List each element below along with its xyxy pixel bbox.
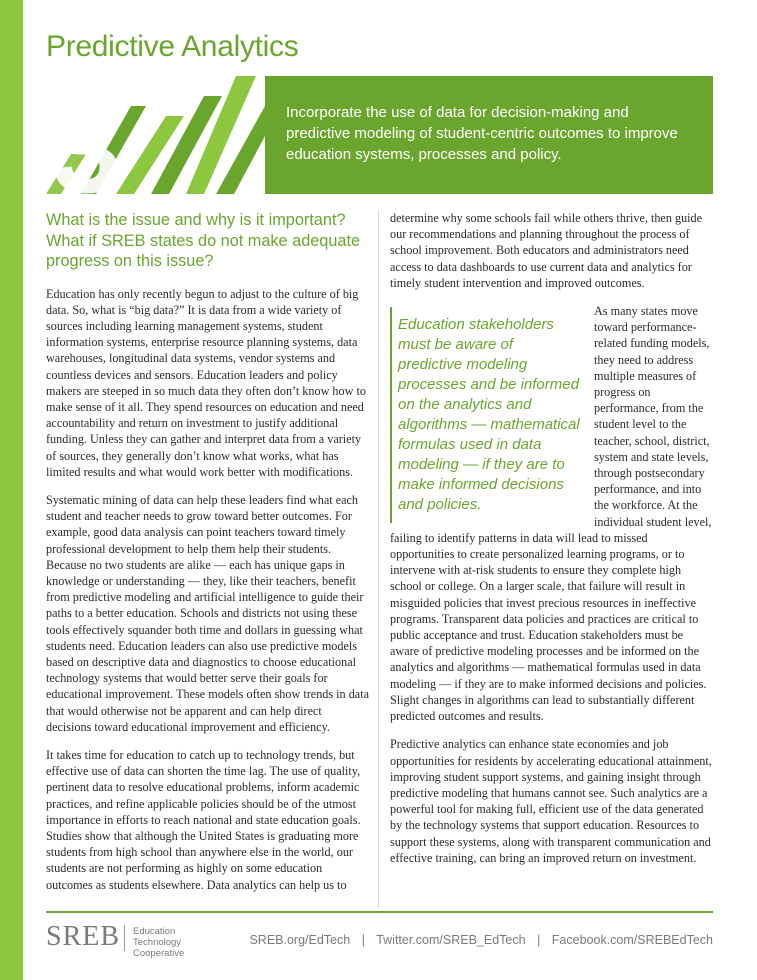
paragraph: As many states move toward performance-related funding models, they need to address multiple measures of progress on performance, from the student level to the teacher, school, district, system and state levels, through postsecondary performance, and into the workforce. At the individual student level, failing to identify patterns in data will lead to missed opportunities to create personalized learning programs, or to intervene with at-risk students to ensure they complete high school or college. On a larger scale, that failure will result in misguided policies that invest precious resources in ineffective programs. Transparent data policies and practices are critical to public acceptance and trust. Education stakeholders must be aware of predictive modeling processes and be informed on the analytics and algorithms — mathematical formulas used in data modeling — if they are to make informed decisions and policies. Slight changes in algorithms can lead to substantially different predicted outcomes and results. <box>390 304 712 724</box>
footer-link-facebook[interactable]: Facebook.com/SREBEdTech <box>551 933 713 947</box>
left-accent-bar <box>0 0 23 980</box>
pullquote-section <box>390 303 712 736</box>
paragraph: Education has only recently begun to adjust to the culture of big data. So, what is “big data?” It is data from a wide variety of sources including learning management systems, student information systems, enterprise resource planning systems, data warehouses, longitudinal data systems, vendor systems and countless devices and sensors. Education leaders and policy makers are steeped in so much data they often don’t know how to make sense of it all. They spend resources on education and need accountability and return on investment to justify additional funding. Unless they can gather and interpret data from a variety of sources, they generally don’t know what works, what has limited results and what would work better with modifications. <box>46 286 366 479</box>
right-column <box>390 210 712 878</box>
pull-quote: Education stakeholders must be aware of predictive modeling processes and be informed on the analytics and algorithms — mathematical formulas used in data modeling — if they are to make informed decisions and policies. <box>390 307 580 523</box>
footer-rule <box>46 911 713 913</box>
footer-link-website[interactable]: SREB.org/EdTech <box>249 933 351 947</box>
footer-link-twitter[interactable]: Twitter.com/SREB_EdTech <box>376 933 526 947</box>
paragraph: Predictive analytics can enhance state economies and job opportunities for residents by accelerating educational attainment, improving student support systems, and gaining insight through predictive modeling that humans cannot see. Such analytics are a powerful tool for making full, efficient use of the data generated by the technology systems that support education. Resources to support these systems, along with transparent communication and effective training, can bring an improved return on investment. <box>390 737 712 865</box>
paragraph: It takes time for education to catch up to technology trends, but effective use of data can shorten the time lag. The use of quality, pertinent data to resolve educational problems, inform academic practices, and refine applicable policies should be of the utmost importance in efforts to reach national and state education goals. Studies show that although the United States is graduating more students from high school than anywhere else in the world, our students are not performing as highly on some education outcomes as students elsewhere. Data analytics can help us to <box>46 747 361 892</box>
sreb-logo: SREB <box>46 921 121 952</box>
banner-text: Incorporate the use of data for decision-making and predictive modeling of student-centric outcomes to improve education systems, processes and policy. <box>286 104 678 163</box>
footer-separator: | <box>361 933 365 947</box>
footer-links <box>249 933 713 947</box>
page-title: Predictive Analytics <box>46 30 299 63</box>
header-banner <box>46 76 713 194</box>
footer-separator: | <box>537 933 541 947</box>
logo-divider <box>124 925 125 951</box>
section-number: 3 <box>51 77 123 194</box>
logo-subtitle: Education Technology Cooperative <box>133 926 185 959</box>
issue-heading: What is the issue and why is it important? What if SREB states do not make adequate progress on this issue? <box>46 211 361 270</box>
paragraph: Systematic mining of data can help these leaders find what each student and teacher needs to grow toward better outcomes. For example, good data analysis can point teachers toward timely professional development to help them help their students. Because no two students are alike — each has unique gaps in knowledge or understanding — they, like their teachers, benefit from predictive modeling and artificial intelligence to guide their paths to a better education. Schools and districts not using these tools effectively squander both time and dollars in guessing what students need. Education leaders can also use predictive models based on descriptive data and diagnostics to choose educational technology systems that would better serve their goals for educational improvement. These models often show trends in data that would otherwise not be apparent and can help direct decisions toward educational improvement and efficiency. <box>46 492 369 734</box>
banner-illustration <box>46 76 265 194</box>
left-column <box>46 210 369 905</box>
column-divider <box>378 210 379 908</box>
paragraph: determine why some schools fail while others thrive, then guide our recommendations and planning throughout the process of school improvement. Both educators and administrators need access to data dashboards to use current data and analytics for timely student intervention and improved outcomes. <box>390 211 703 290</box>
bar-chart-graphic <box>46 76 265 194</box>
